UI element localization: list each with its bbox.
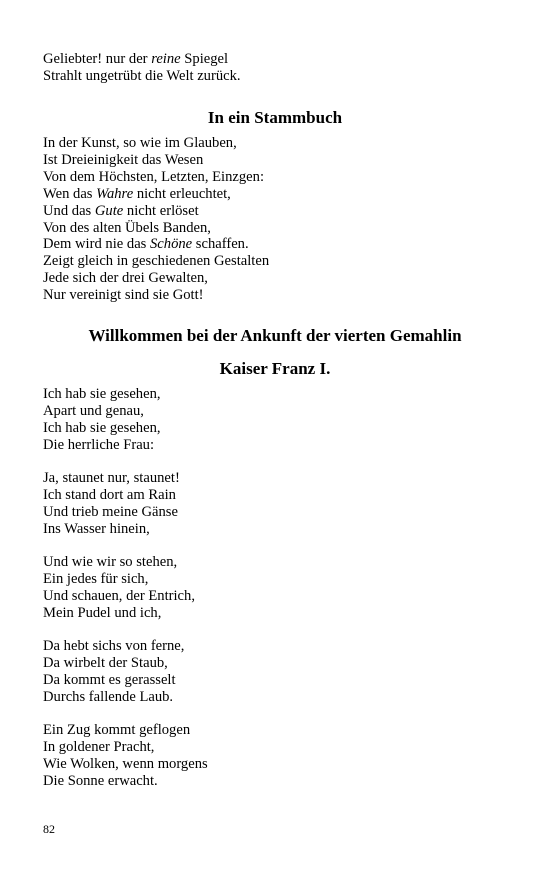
poem-line: Wie Wolken, wenn morgens [43,755,208,772]
poem-line: Ist Dreieinigkeit das Wesen [43,151,204,168]
poem-line: Da wirbelt der Staub, [43,654,168,671]
poem-line: Da kommt es gerasselt [43,671,176,688]
stanza [43,554,523,622]
poem-title: In ein Stammbuch [207,108,343,127]
poem-line: Ein jedes für sich, [43,570,149,587]
poem-line: Nur vereinigt sind sie Gott! [43,287,204,304]
poem-line: Durchs fallende Laub. [43,688,174,705]
poem-line: Ich stand dort am Rain [43,486,176,503]
poem-line: Und das Gute nicht erlöset [43,202,199,219]
poem-line: Ja, staunet nur, staunet! [43,470,180,486]
poem-line: Strahlt ungetrübt die Welt zurück. [43,67,241,84]
poem-line: In goldener Pracht, [43,738,155,755]
poem-line: Wen das Wahre nicht erleuchtet, [43,185,231,202]
poem-line: Die herrliche Frau: [43,436,155,453]
poem-line: Ich hab sie gesehen, [43,419,161,436]
poem-line: Und wie wir so stehen, [43,554,178,570]
poem-body [43,135,523,304]
stanza [43,470,523,538]
poem-line: Zeigt gleich in geschiedenen Gestalten [43,253,270,270]
poem-line: Ein Zug kommt geflogen [43,722,191,738]
poem-line: Jede sich der drei Gewalten, [43,270,208,287]
poem-title: Willkommen bei der Ankunft der vierten Gemahlin [88,326,462,345]
poem-line: Dem wird nie das Schöne schaffen. [43,236,249,253]
poem-line: Ich hab sie gesehen, [43,386,161,402]
poem-line: Von des alten Übels Banden, [43,219,211,236]
page-number: 82 [43,822,55,836]
poem-line: Von dem Höchsten, Letzten, Einzgen: [43,168,265,185]
poem-line: Geliebter! nur der reine Spiegel [43,51,229,67]
stanza [43,722,523,790]
poem-line: Und schauen, der Entrich, [43,587,195,604]
poem-line: Apart und genau, [43,402,144,419]
poem-line: Ins Wasser hinein, [43,520,150,537]
poem-line: In der Kunst, so wie im Glauben, [43,135,237,151]
poem-line: Da hebt sichs von ferne, [43,638,185,654]
stanza [43,386,523,454]
poem-subtitle: Kaiser Franz I. [219,359,331,378]
stanza [43,638,523,706]
poem-line: Mein Pudel und ich, [43,604,162,621]
poem-line: Die Sonne erwacht. [43,772,158,789]
poem-ending [43,51,523,85]
poem-line: Und trieb meine Gänse [43,503,178,520]
